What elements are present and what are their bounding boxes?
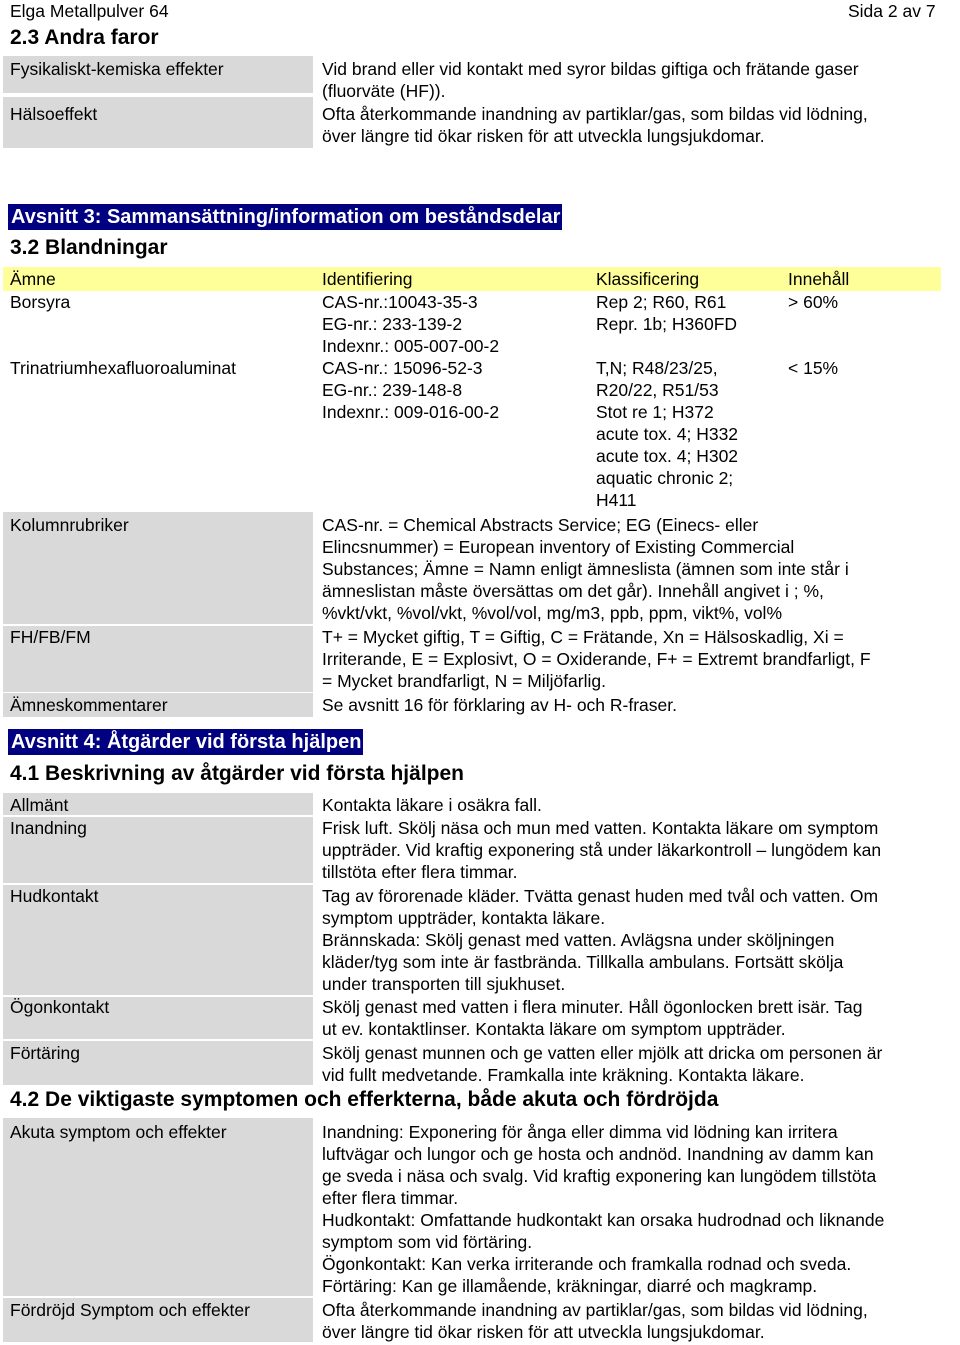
substance-identification: CAS-nr.:10043-35-3 EG-nr.: 233-139-2 Indexnr.: 005-007-00-2 — [322, 292, 500, 356]
subsection-title-4-2: 4.2 De viktigaste symptomen och efferkterna, både akuta och fördröjda — [10, 1088, 719, 1111]
label-delayed-symptoms: Fördröjd Symptom och effekter — [10, 1300, 250, 1320]
text-general: Kontakta läkare i osäkra fall. — [322, 795, 542, 815]
document-title: Elga Metallpulver 64 — [10, 1, 169, 21]
label-column-headers: Kolumnrubriker — [10, 515, 129, 535]
text-substance-comments: Se avsnitt 16 för förklaring av H- och R-fraser. — [322, 695, 677, 715]
text-column-headers: CAS-nr. = Chemical Abstracts Service; EG (Einecs- eller Elincsnummer) = European inventory of Existing Commercial Substances; Ämne = Namn enligt ämneslista (ämnen som inte står i ämneslistan måste översättas om det går). Innehåll angivet i ; %, %vkt/vkt, %vol/vkt, %vol/vol, mg/m3, ppb, ppm, vikt%, vol% — [322, 515, 849, 623]
substance-content: > 60% — [788, 292, 839, 312]
text-skin-contact: Tag av förorenade kläder. Tvätta genast huden med tvål och vatten. Om symptom uppträder, kontakta läkare. Brännskada: Skölj genast med vatten. Avlägsna under sköljningen kläder/tyg som inte är fastbrända. Tillkalla ambulans. Fortsätt skölja under transporten till sjukhuset. — [322, 886, 879, 994]
subsection-title-3-2: 3.2 Blandningar — [10, 236, 168, 259]
section-title-3: Avsnitt 3: Sammansättning/information om beståndsdelar — [8, 204, 562, 230]
substance-classification: Rep 2; R60, R61 Repr. 1b; H360FD — [596, 292, 738, 334]
label-skin-contact: Hudkontakt — [10, 886, 99, 906]
subsection-title-2-3: 2.3 Andra faror — [10, 26, 159, 49]
label-physchem: Fysikaliskt-kemiska effekter — [10, 59, 224, 79]
page-number: Sida 2 av 7 — [848, 1, 936, 21]
label-general: Allmänt — [10, 795, 69, 815]
subsection-title-4-1: 4.1 Beskrivning av åtgärder vid första hjälpen — [10, 762, 464, 785]
substance-content: < 15% — [788, 358, 839, 378]
label-health: Hälsoeffekt — [10, 104, 98, 124]
label-cell-bg — [3, 1118, 313, 1296]
text-ingestion: Skölj genast munnen och ge vatten eller mjölk att dricka om personen är vid fullt medvetande. Framkalla inte kräkning. Kontakta läkare. — [322, 1043, 883, 1085]
text-risk-symbols: T+ = Mycket giftig, T = Giftig, C = Frätande, Xn = Hälsoskadlig, Xi = Irriterande, E = Explosivt, O = Oxiderande, F+ = Extremt brandfarligt, F = Mycket brandfarligt, N = Miljöfarlig. — [322, 627, 871, 691]
substance-classification: T,N; R48/23/25, R20/22, R51/53 Stot re 1; H372 acute tox. 4; H332 acute tox. 4; H302 aquatic chronic 2; H411 — [596, 358, 739, 510]
col-header-classification: Klassificering — [596, 269, 700, 289]
label-substance-comments: Ämneskommentarer — [10, 695, 168, 715]
label-risk-symbols: FH/FB/FM — [10, 627, 91, 647]
substance-name: Borsyra — [10, 292, 71, 312]
text-delayed-symptoms: Ofta återkommande inandning av partiklar/gas, som bildas vid lödning, över längre tid ökar risken för att utveckla lungsjukdomar. — [322, 1300, 868, 1342]
label-acute-symptoms: Akuta symptom och effekter — [10, 1122, 227, 1142]
label-eye-contact: Ögonkontakt — [10, 997, 110, 1017]
col-header-content: Innehåll — [788, 269, 850, 289]
substance-identification: CAS-nr.: 15096-52-3 EG-nr.: 239-148-8 Indexnr.: 009-016-00-2 — [322, 358, 500, 422]
text-physchem: Vid brand eller vid kontakt med syror bildas giftiga och frätande gaser (fluorväte (HF)). — [322, 59, 859, 101]
label-inhalation: Inandning — [10, 818, 87, 838]
text-acute-symptoms: Inandning: Exponering för ånga eller dimma vid lödning kan irritera luftvägar och lungor och ge hosta och andnöd. Inandning av damm kan ge sveda i näsa och svalg. Vid kraftig exponering kan lungödem tillstöta efter flera timmar. Hudkontakt: Omfattande hudkontakt kan orsaka hudrodnad och liknande symptom som vid förtäring. Ögonkontakt: Kan verka irriterande och framkalla rodnad och sveda. Förtäring: Kan ge illamående, kräkningar, diarré och magkramp. — [322, 1122, 885, 1296]
col-header-identification: Identifiering — [322, 269, 413, 289]
text-health: Ofta återkommande inandning av partiklar/gas, som bildas vid lödning, över längre tid ökar risken för att utveckla lungsjukdomar. — [322, 104, 868, 146]
section-title-4: Avsnitt 4: Åtgärder vid första hjälpen — [8, 729, 363, 755]
col-header-substance: Ämne — [10, 269, 56, 289]
text-eye-contact: Skölj genast med vatten i flera minuter. Håll ögonlocken brett isär. Tag ut ev. kontaktlinser. Kontakta läkare om symptom uppträder. — [322, 997, 863, 1039]
substance-name: Trinatriumhexafluoroaluminat — [10, 358, 236, 378]
text-inhalation: Frisk luft. Skölj näsa och mun med vatten. Kontakta läkare om symptom uppträder. Vid kraftig exponering stå under läkarkontroll – lungödem kan tillstöta efter flera timmar. — [322, 818, 882, 882]
label-ingestion: Förtäring — [10, 1043, 81, 1063]
